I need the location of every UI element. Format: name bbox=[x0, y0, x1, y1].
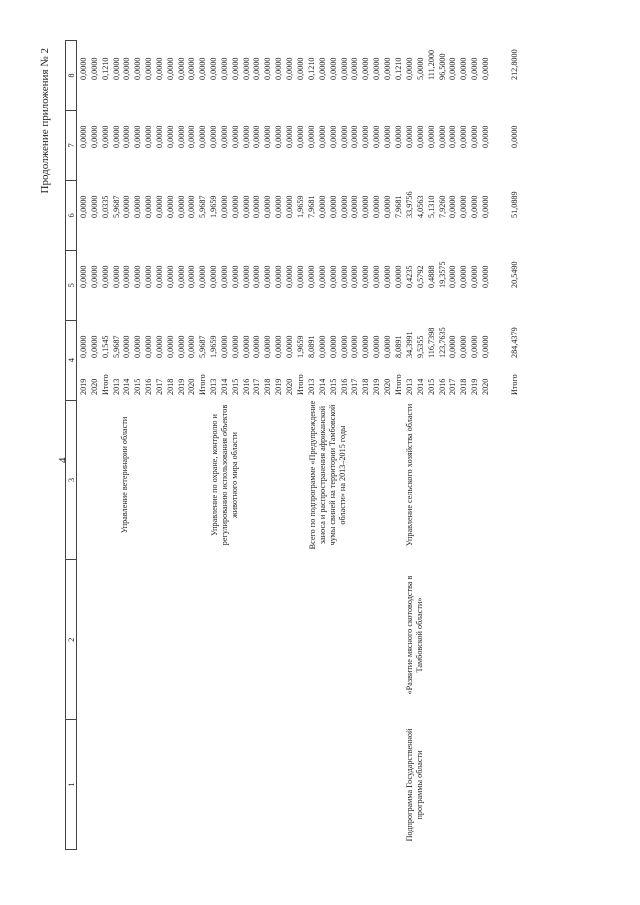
table-cell: 0,4888 bbox=[426, 265, 436, 288]
col-header-5: 5 bbox=[66, 250, 77, 320]
table-cell: 0,0000 bbox=[241, 57, 251, 80]
table-cell: 0,0000 bbox=[144, 265, 154, 288]
table-cell: 0,0000 bbox=[263, 335, 273, 358]
table-cell: Итого bbox=[100, 374, 110, 395]
table-cell: 0,0000 bbox=[372, 335, 382, 358]
block2-executor: Управление по охране, контролю и регулированию использования объектов животного мира области bbox=[210, 404, 239, 546]
table-cell: 0,0000 bbox=[176, 57, 186, 80]
table-cell: 0,0000 bbox=[263, 57, 273, 80]
table-cell: 34,3991 bbox=[405, 331, 414, 358]
block2-col4 bbox=[209, 335, 307, 358]
table-cell: 0,0000 bbox=[122, 265, 132, 288]
table-cell: 4,0563 bbox=[415, 195, 425, 218]
block3-col4 bbox=[307, 335, 405, 358]
table-cell: 0,0000 bbox=[263, 125, 273, 148]
table-cell: 0,0000 bbox=[350, 195, 360, 218]
table-cell: 0,0000 bbox=[361, 195, 371, 218]
block3-col5 bbox=[307, 265, 405, 288]
table-cell: 96,5000 bbox=[437, 53, 447, 80]
table-cell: 0,0000 bbox=[187, 195, 197, 218]
table-cell: 0,0000 bbox=[252, 195, 262, 218]
col-header-8: 8 bbox=[66, 41, 77, 111]
table-cell: 5,0000 bbox=[415, 57, 425, 80]
table-cell: 8,0891 bbox=[393, 335, 403, 358]
table-cell: 7,9681 bbox=[393, 195, 403, 218]
table-cell: 0,0000 bbox=[230, 125, 240, 148]
table-cell: 0,0000 bbox=[361, 265, 371, 288]
table-cell: 0,0000 bbox=[459, 335, 469, 358]
block1-col5 bbox=[79, 265, 209, 288]
table-cell: 0,0000 bbox=[176, 195, 186, 218]
table-cell: 0,0000 bbox=[165, 335, 175, 358]
table-cell: 0,0000 bbox=[133, 335, 143, 358]
table-cell: 1,9659 bbox=[295, 335, 305, 358]
block4-col4 bbox=[405, 327, 492, 358]
table-cell: 2019 bbox=[79, 378, 88, 395]
col-header-4: 4 bbox=[66, 320, 77, 400]
table-cell: 0,0000 bbox=[122, 195, 132, 218]
table-cell: 0,0000 bbox=[122, 335, 132, 358]
table-cell: 0,0000 bbox=[393, 265, 403, 288]
table-cell: 0,0000 bbox=[252, 265, 262, 288]
table-cell: 0,0000 bbox=[219, 265, 229, 288]
table-cell: 0,0000 bbox=[144, 57, 154, 80]
block3-years bbox=[307, 374, 405, 395]
table-cell: 0,0000 bbox=[241, 125, 251, 148]
table-cell: 0,0000 bbox=[328, 265, 338, 288]
table-cell: 0,0000 bbox=[372, 57, 382, 80]
table-cell: 2013 bbox=[307, 378, 316, 395]
block2-col5 bbox=[209, 265, 307, 288]
table-cell: 0,0000 bbox=[448, 265, 458, 288]
table-cell: 0,0000 bbox=[328, 335, 338, 358]
rotated-table-sheet bbox=[39, 40, 595, 850]
table-cell: 5,9687 bbox=[111, 195, 121, 218]
table-cell: 0,0000 bbox=[470, 125, 480, 148]
table-cell: 0,0000 bbox=[317, 125, 327, 148]
table-cell: 0,0000 bbox=[79, 335, 88, 358]
table-cell: 0,0000 bbox=[100, 125, 110, 148]
table-cell: 0,0000 bbox=[187, 57, 197, 80]
table-cell: 284,4379 bbox=[510, 327, 519, 358]
block3-executor: Всего по подпрограмме «Предупреждение заноса и распространения африканской чумы свиней на территории Тамбовской области» на 2013–2015 годы bbox=[308, 400, 347, 550]
continuation-title: Продолжение приложения № 2 bbox=[39, 48, 51, 194]
table-cell: 2013 bbox=[111, 378, 121, 395]
col-header-2: 2 bbox=[66, 560, 77, 720]
block4-col5 bbox=[405, 261, 492, 288]
table-cell: 0,0000 bbox=[470, 195, 480, 218]
page-number: 4 bbox=[57, 457, 69, 463]
table-cell: 0,0000 bbox=[230, 195, 240, 218]
table-cell: 0,0000 bbox=[328, 57, 338, 80]
table-cell: 0,0000 bbox=[284, 125, 294, 148]
table-cell: 0,0000 bbox=[382, 195, 392, 218]
block4-col7 bbox=[405, 125, 492, 148]
table-cell: 0,0000 bbox=[405, 57, 414, 80]
table-cell: 0,0000 bbox=[79, 195, 88, 218]
table-cell: 0,0000 bbox=[361, 335, 371, 358]
table-cell: 5,9687 bbox=[111, 335, 121, 358]
table-cell: 33,9756 bbox=[405, 191, 414, 218]
table-cell: 0,0000 bbox=[154, 125, 164, 148]
table-cell: 0,0000 bbox=[219, 335, 229, 358]
table-cell: 0,0000 bbox=[154, 57, 164, 80]
table-cell: 0,0000 bbox=[339, 265, 349, 288]
table-cell: 0,0000 bbox=[350, 265, 360, 288]
table-cell: 0,0000 bbox=[111, 57, 121, 80]
block4-total-label bbox=[510, 374, 521, 395]
table-cell: 0,0000 bbox=[382, 335, 392, 358]
table-cell: 8,0891 bbox=[307, 335, 316, 358]
table-cell: 0,0000 bbox=[284, 265, 294, 288]
table-cell: Итого bbox=[198, 374, 208, 395]
table-cell: 0,0000 bbox=[198, 125, 208, 148]
table-cell: 2015 bbox=[230, 378, 240, 395]
table-cell: 2020 bbox=[89, 378, 99, 395]
table-cell: 0,0000 bbox=[133, 265, 143, 288]
table-cell: 0,0000 bbox=[89, 57, 99, 80]
table-cell: 0,0000 bbox=[176, 335, 186, 358]
table-cell: 0,0000 bbox=[470, 335, 480, 358]
table-cell: 0,0000 bbox=[470, 57, 480, 80]
table-cell: 0,0000 bbox=[339, 195, 349, 218]
table-cell: 0,0000 bbox=[361, 125, 371, 148]
table-cell: 0,0000 bbox=[339, 335, 349, 358]
table-cell: 0,0000 bbox=[209, 57, 218, 80]
block1-years bbox=[79, 374, 209, 395]
table-cell: 0,0000 bbox=[263, 265, 273, 288]
table-cell: 0,0000 bbox=[89, 335, 99, 358]
table-cell: 0,0000 bbox=[459, 125, 469, 148]
table-cell: 0,0000 bbox=[339, 57, 349, 80]
table-cell: 0,0000 bbox=[187, 265, 197, 288]
table-cell: 0,0000 bbox=[219, 57, 229, 80]
block3-col8 bbox=[307, 57, 405, 80]
table-cell: 2018 bbox=[459, 378, 469, 395]
table-cell: 0,0000 bbox=[459, 57, 469, 80]
table-cell: 2014 bbox=[219, 378, 229, 395]
table-cell: 0,0000 bbox=[317, 57, 327, 80]
table-cell: 2016 bbox=[339, 378, 349, 395]
table-cell: 0,0000 bbox=[350, 335, 360, 358]
table-cell: 111,2000 bbox=[426, 49, 436, 80]
table-cell: 2019 bbox=[274, 378, 284, 395]
table-cell: 0,1545 bbox=[100, 335, 110, 358]
table-cell: 0,0000 bbox=[317, 265, 327, 288]
table-cell: 0,0000 bbox=[111, 265, 121, 288]
table-cell: 7,9681 bbox=[307, 195, 316, 218]
table-cell: 2019 bbox=[176, 378, 186, 395]
table-cell: 0,0000 bbox=[295, 125, 305, 148]
table-cell: 0,0000 bbox=[219, 125, 229, 148]
table-cell: 0,0000 bbox=[426, 125, 436, 148]
table-cell: 19,3575 bbox=[437, 261, 447, 288]
table-cell: 0,0000 bbox=[111, 125, 121, 148]
table-cell: 0,0000 bbox=[198, 57, 208, 80]
table-cell: 2015 bbox=[328, 378, 338, 395]
table-cell: 2020 bbox=[480, 378, 490, 395]
table-cell: 0,0000 bbox=[274, 265, 284, 288]
table-cell: 0,0000 bbox=[284, 57, 294, 80]
table-cell: 0,0000 bbox=[209, 125, 218, 148]
table-cell: 0,0000 bbox=[241, 195, 251, 218]
table-cell: 0,0000 bbox=[480, 265, 490, 288]
table-cell: Итого bbox=[393, 374, 403, 395]
table-cell: 0,0000 bbox=[470, 265, 480, 288]
table-cell: 2017 bbox=[350, 378, 360, 395]
block1-col7 bbox=[79, 125, 209, 148]
table-cell: 0,1210 bbox=[100, 57, 110, 80]
table-cell: 5,9687 bbox=[198, 195, 208, 218]
block4-col6 bbox=[405, 191, 492, 218]
table-cell: 0,0000 bbox=[382, 57, 392, 80]
block2-col6 bbox=[209, 195, 307, 218]
table-cell: 0,0000 bbox=[274, 125, 284, 148]
block4-col8 bbox=[405, 50, 492, 80]
block4-years bbox=[405, 379, 492, 395]
table-cell: 0,0000 bbox=[307, 125, 316, 148]
table-cell: 0,0000 bbox=[241, 265, 251, 288]
table-cell: 2014 bbox=[415, 378, 425, 395]
table-cell: 2019 bbox=[470, 378, 480, 395]
table-cell: 2018 bbox=[263, 378, 273, 395]
table-cell: 0,0000 bbox=[198, 265, 208, 288]
table-cell: 0,0000 bbox=[350, 125, 360, 148]
col-header-1: 1 bbox=[66, 720, 77, 850]
table-cell: 0,0000 bbox=[415, 125, 425, 148]
table-cell: 1,9659 bbox=[209, 335, 218, 358]
col-header-3: 3 bbox=[66, 400, 77, 560]
table-cell: 0,0000 bbox=[317, 195, 327, 218]
table-cell: 0,0000 bbox=[100, 265, 110, 288]
table-cell: 0,0000 bbox=[89, 265, 99, 288]
block4-total-col4 bbox=[510, 327, 521, 358]
block1-col8 bbox=[79, 57, 209, 80]
table-cell: 51,0889 bbox=[510, 191, 519, 218]
table-cell: 0,0000 bbox=[480, 125, 490, 148]
table-cell: 0,0000 bbox=[382, 125, 392, 148]
table-cell: 0,0000 bbox=[252, 125, 262, 148]
table-cell: 0,5792 bbox=[415, 265, 425, 288]
table-cell: 0,0000 bbox=[393, 125, 403, 148]
table-cell: 7,9260 bbox=[437, 195, 447, 218]
table-cell: 0,0000 bbox=[448, 125, 458, 148]
block4-total-col8 bbox=[510, 49, 521, 80]
table-cell: 0,0000 bbox=[241, 335, 251, 358]
table-cell: 0,0000 bbox=[307, 265, 316, 288]
table-cell: 9,5355 bbox=[415, 335, 425, 358]
table-cell: 0,0000 bbox=[372, 125, 382, 148]
table-cell: 0,0000 bbox=[165, 125, 175, 148]
block1-executor: Управление ветеринарии области bbox=[120, 416, 129, 534]
table-cell: 2017 bbox=[252, 378, 262, 395]
table-cell: 0,0335 bbox=[100, 195, 110, 218]
table-cell: 0,1210 bbox=[307, 57, 316, 80]
table-cell: 0,0000 bbox=[448, 57, 458, 80]
block2-col7 bbox=[209, 125, 307, 148]
table-cell: 0,0000 bbox=[448, 335, 458, 358]
table-cell: 0,0000 bbox=[144, 125, 154, 148]
table-cell: 0,0000 bbox=[89, 195, 99, 218]
table-cell: 20,5490 bbox=[510, 261, 519, 288]
table-cell: 0,0000 bbox=[154, 335, 164, 358]
table-cell: 0,0000 bbox=[274, 335, 284, 358]
table-cell: 0,0000 bbox=[361, 57, 371, 80]
table-cell: 0,0000 bbox=[252, 335, 262, 358]
table-cell: 0,0000 bbox=[263, 195, 273, 218]
block1-col4 bbox=[79, 335, 209, 358]
table-cell: 5,9687 bbox=[198, 335, 208, 358]
block4-col1: Подпрограмма Государственной программы области bbox=[405, 728, 424, 842]
table-cell: 0,0000 bbox=[274, 195, 284, 218]
table-cell: 0,0000 bbox=[133, 57, 143, 80]
table-cell: 0,0000 bbox=[176, 125, 186, 148]
table-cell: 0,0000 bbox=[382, 265, 392, 288]
table-cell: 0,0000 bbox=[459, 265, 469, 288]
block4-total-col7 bbox=[510, 125, 521, 148]
block3-col7 bbox=[307, 125, 405, 148]
table-cell: 2016 bbox=[144, 378, 154, 395]
table-cell: 0,0000 bbox=[144, 195, 154, 218]
table-cell: 2020 bbox=[382, 378, 392, 395]
table-cell: 0,0000 bbox=[144, 335, 154, 358]
table-cell: 0,0000 bbox=[480, 57, 490, 80]
table-cell: 0,0000 bbox=[133, 195, 143, 218]
table-cell: 0,0000 bbox=[230, 265, 240, 288]
table-cell: 2014 bbox=[317, 378, 327, 395]
table-cell: 0,0000 bbox=[187, 335, 197, 358]
table-cell: 0,0000 bbox=[295, 57, 305, 80]
table-cell: 116,7398 bbox=[426, 327, 436, 358]
block3-col6 bbox=[307, 195, 405, 218]
table-cell: 212,8000 bbox=[510, 49, 519, 80]
table-cell: 0,4235 bbox=[405, 265, 414, 288]
block4-total-col5 bbox=[510, 261, 521, 288]
table-cell: 0,0000 bbox=[372, 265, 382, 288]
table-cell: 0,0000 bbox=[328, 125, 338, 148]
table-cell: 0,0000 bbox=[339, 125, 349, 148]
table-cell: 0,0000 bbox=[165, 195, 175, 218]
table-cell: 0,0000 bbox=[209, 265, 218, 288]
table-cell: 2014 bbox=[122, 378, 132, 395]
table-cell: 2017 bbox=[154, 378, 164, 395]
table-cell: 0,0000 bbox=[480, 195, 490, 218]
table-cell: 2018 bbox=[165, 378, 175, 395]
table-cell: 0,0000 bbox=[154, 265, 164, 288]
table-cell: 2015 bbox=[133, 378, 143, 395]
column-header-table bbox=[65, 40, 77, 850]
table-cell: 2015 bbox=[426, 378, 436, 395]
block2-col8 bbox=[209, 57, 307, 80]
table-cell: 5,1310 bbox=[426, 195, 436, 218]
table-cell: 2020 bbox=[284, 378, 294, 395]
table-cell: Итого bbox=[510, 374, 519, 395]
table-cell: 0,0000 bbox=[328, 195, 338, 218]
table-cell: 0,0000 bbox=[230, 335, 240, 358]
table-cell: 2018 bbox=[361, 378, 371, 395]
col-header-7: 7 bbox=[66, 110, 77, 180]
table-cell: 0,0000 bbox=[448, 195, 458, 218]
block4-executor: Управление сельского хозяйства области bbox=[405, 403, 414, 547]
table-cell: 0,0000 bbox=[295, 265, 305, 288]
table-cell: 2016 bbox=[241, 378, 251, 395]
table-cell: 0,0000 bbox=[274, 57, 284, 80]
table-cell: 0,0000 bbox=[284, 335, 294, 358]
table-cell: 1,9659 bbox=[209, 195, 218, 218]
table-cell: 0,0000 bbox=[122, 57, 132, 80]
table-cell: 0,1210 bbox=[393, 57, 403, 80]
table-cell: 0,0000 bbox=[187, 125, 197, 148]
table-cell: 0,0000 bbox=[405, 125, 414, 148]
table-cell: 0,0000 bbox=[252, 57, 262, 80]
table-cell: 0,0000 bbox=[350, 57, 360, 80]
table-cell: 0,0000 bbox=[437, 125, 447, 148]
table-cell: 0,0000 bbox=[510, 125, 519, 148]
table-cell: 0,0000 bbox=[372, 195, 382, 218]
table-cell: 2016 bbox=[437, 378, 447, 395]
table-cell: 0,0000 bbox=[317, 335, 327, 358]
table-cell: 2020 bbox=[187, 378, 197, 395]
table-cell: 0,0000 bbox=[284, 195, 294, 218]
col-header-6: 6 bbox=[66, 180, 77, 250]
block4-col2: «Развитие мясного скотоводства в Тамбовской области» bbox=[405, 575, 424, 695]
table-cell: 0,0000 bbox=[79, 125, 88, 148]
table-cell: 0,0000 bbox=[230, 57, 240, 80]
table-cell: 2013 bbox=[209, 378, 218, 395]
table-cell: Итого bbox=[295, 374, 305, 395]
table-cell: 123,7635 bbox=[437, 327, 447, 358]
table-cell: 0,0000 bbox=[154, 195, 164, 218]
table-cell: 2017 bbox=[448, 378, 458, 395]
block4-total-col6 bbox=[510, 191, 521, 218]
table-cell: 0,0000 bbox=[79, 265, 88, 288]
table-cell: 0,0000 bbox=[133, 125, 143, 148]
table-cell: 2013 bbox=[405, 378, 414, 395]
table-cell: 0,0000 bbox=[219, 195, 229, 218]
table-cell: 1,9659 bbox=[295, 195, 305, 218]
block2-years bbox=[209, 374, 307, 395]
table-cell: 0,0000 bbox=[165, 265, 175, 288]
table-cell: 0,0000 bbox=[122, 125, 132, 148]
table-cell: 0,0000 bbox=[480, 335, 490, 358]
block1-col6 bbox=[79, 195, 209, 218]
table-cell: 0,0000 bbox=[79, 57, 88, 80]
table-cell: 0,0000 bbox=[176, 265, 186, 288]
table-cell: 0,0000 bbox=[89, 125, 99, 148]
table-cell: 2019 bbox=[372, 378, 382, 395]
table-cell: 0,0000 bbox=[459, 195, 469, 218]
table-cell: 0,0000 bbox=[165, 57, 175, 80]
